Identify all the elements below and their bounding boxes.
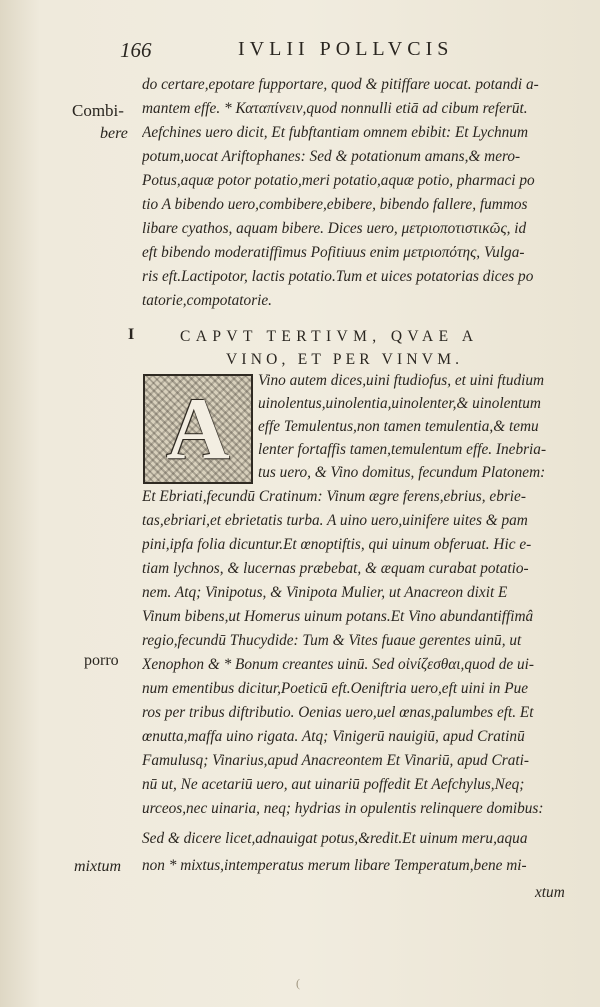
chapter-subtitle: VINO, ET PER VINVM. [226, 351, 464, 368]
text-line: Famulusq; Vinarius,apud Anacreontem Et Vinariū, apud Crati- [142, 752, 529, 769]
text-line: nem. Atq; Vinipotus, & Vinipota Mulier, ut Anacreon dixit E [142, 584, 508, 601]
text-line: tio A bibendo uero,combibere,ebibere, bibendo fallere, fummos [142, 196, 528, 213]
margin-note: bere [100, 125, 128, 142]
text-line: ris eft.Lactipotor, lactis potatio.Tum et uices potatorias dices po [142, 268, 534, 285]
page-header [120, 38, 520, 64]
chapter-number: I [128, 326, 135, 343]
text-line: Vinum bibens,ut Homerus uinum potans.Et Vino abundantiffimâ [142, 608, 534, 625]
chapter-title: CAPVT TERTIVM, QVAE A [180, 328, 479, 345]
text-line: œnutta,maffa uino rigata. Atq; Vinigerū nauigiū, apud Cratinū [142, 728, 525, 745]
decorated-initial [143, 374, 253, 484]
text-line: tiam lychnos, & lucernas præbebat, & æquam curabat potatio- [142, 560, 529, 577]
text-line: mantem effe. * Καταπίνειν,quod nonnulli etiā ad cibum referūt. [142, 100, 528, 117]
text-line: libare cyathos, aquam bibere. Dices uero, μετριοποτιστικῶς, id [142, 220, 527, 237]
bottom-mark: ( [296, 976, 300, 990]
text-line: lenter fortaffis tamen,temulentum effe. Inebria- [258, 441, 547, 458]
text-line: Aefchines uero dicit, Et fubftantiam omnem ebibit: Et Lychnum [142, 124, 528, 141]
margin-note: porro [84, 652, 119, 669]
text-line: non * mixtus,intemperatus merum libare Temperatum,bene mi- [142, 857, 527, 874]
margin-note: Combi- [72, 101, 124, 120]
text-line: tas,ebriari,et ebrietatis turba. A uino uero,uinifere uites & pam [142, 512, 528, 529]
text-line: regio,fecundū Thucydide: Tum & Vites fuaue gerentes uinū, ut [142, 632, 522, 649]
text-line: Et Ebriati,fecundū Cratinum: Vinum ægre ferens,ebrius, ebrie- [142, 488, 526, 505]
text-line: nū ut, Ne acetariū uero, aut uinariū poffedit Et Aefchylus,Neq; [142, 776, 525, 793]
initial-letter: A [166, 380, 230, 478]
text-line: do certare,epotare fupportare, quod & pitiffare uocat. potandi a- [142, 76, 539, 93]
text-line: effe Temulentus,non tamen temulentia,& temu [258, 418, 539, 435]
running-head: IVLII POLLVCIS [238, 38, 454, 60]
text-line: Sed & dicere licet,adnauigat potus,&redit.Et uinum meru,aqua [142, 830, 528, 847]
page-number: 166 [120, 38, 152, 62]
text-line: ros per tribus diftributio. Oenias uero,uel œnas,palumbes eft. Et [142, 704, 534, 721]
text-line: pini,ipfa folia dicuntur.Et œnoptiftis, qui uinum obferuat. Hic e- [142, 536, 532, 553]
text-line: potum,uocat Ariftophanes: Sed & potationum amans,& mero- [142, 148, 521, 165]
text-line: Potus,aquæ potor potatio,meri potatio,aquæ potio, pharmaci po [142, 172, 535, 189]
text-line: uinolentus,uinolentia,uinolenter,& uinolentum [258, 395, 541, 412]
text-line: Xenophon & * Bonum creantes uinū. Sed οἰνίζεσθαι,quod de ui- [142, 656, 535, 673]
text-line: tus uero, & Vino domitus, fecundum Platonem: [258, 464, 546, 481]
text-line: urceos,nec uinaria, neq; hydrias in opulentis relinquere domibus: [142, 800, 544, 817]
margin-note: mixtum [74, 858, 122, 875]
text-line: tatorie,compotatorie. [142, 292, 273, 309]
text-line: num ementibus dicitur,Poeticū eft.Oeniftria uero,eft uini in Pue [142, 680, 529, 697]
text-line-tail: xtum [535, 884, 565, 901]
text-line: Vino autem dices,uini ftudiofus, et uini ftudium [258, 372, 545, 389]
text-line: eft bibendo moderatiffimus Pofitiuus enim μετριοπότης, Vulga- [142, 244, 525, 261]
